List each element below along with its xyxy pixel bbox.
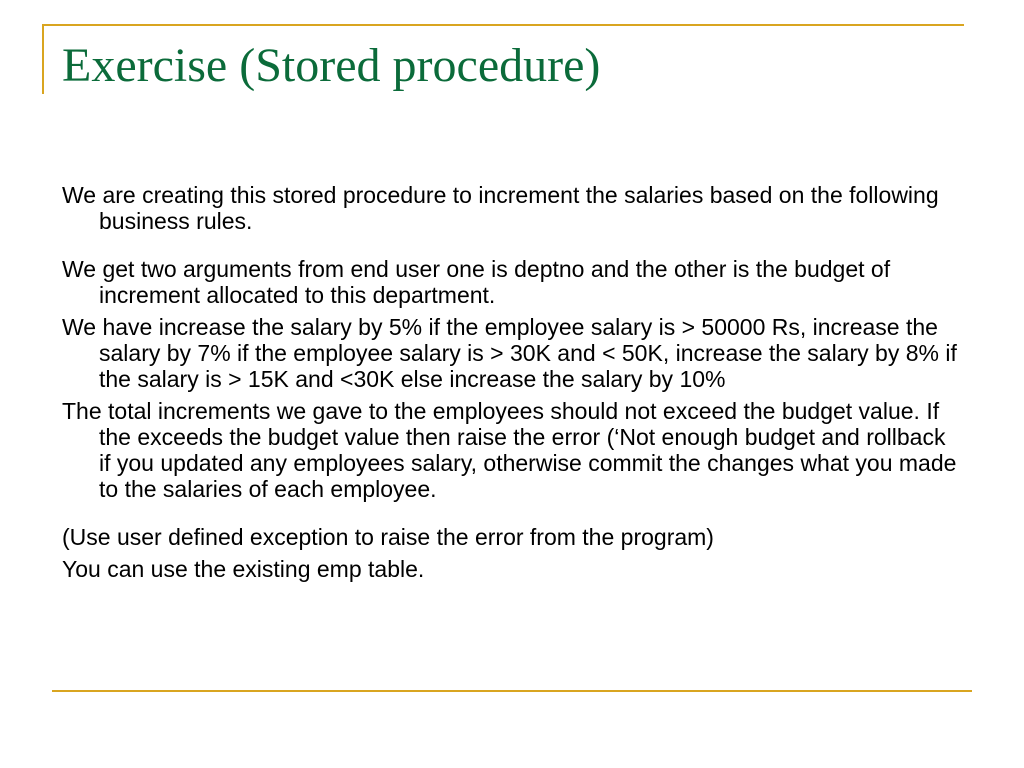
bottom-accent-line (52, 690, 972, 692)
paragraph-intro: We are creating this stored procedure to increment the salaries based on the following business rules. (62, 182, 939, 234)
left-accent-line (42, 24, 44, 94)
paragraph-budget-rule: The total increments we gave to the employees should not exceed the budget value. If the exceeds the budget value then raise the error (‘Not enough budget and rollback if you updated any employees salary, otherwise commit the changes what you made to the salaries of each employee. (62, 398, 957, 502)
paragraph-increment-rules: We have increase the salary by 5% if the employee salary is > 50000 Rs, increase the salary by 7% if the employee salary is > 30K and < 50K, increase the salary by 8% if the salary is > 15K and <30K else increase the salary by 10% (62, 314, 957, 392)
paragraph-emp-table-note: You can use the existing emp table. (62, 556, 425, 582)
slide-title: Exercise (Stored procedure) (62, 39, 601, 92)
paragraph-exception-note: (Use user defined exception to raise the error from the program) (62, 524, 714, 550)
slide-body (62, 182, 962, 582)
paragraph-arguments: We get two arguments from end user one is deptno and the other is the budget of increment allocated to this department. (62, 256, 891, 308)
top-accent-line (42, 24, 964, 26)
